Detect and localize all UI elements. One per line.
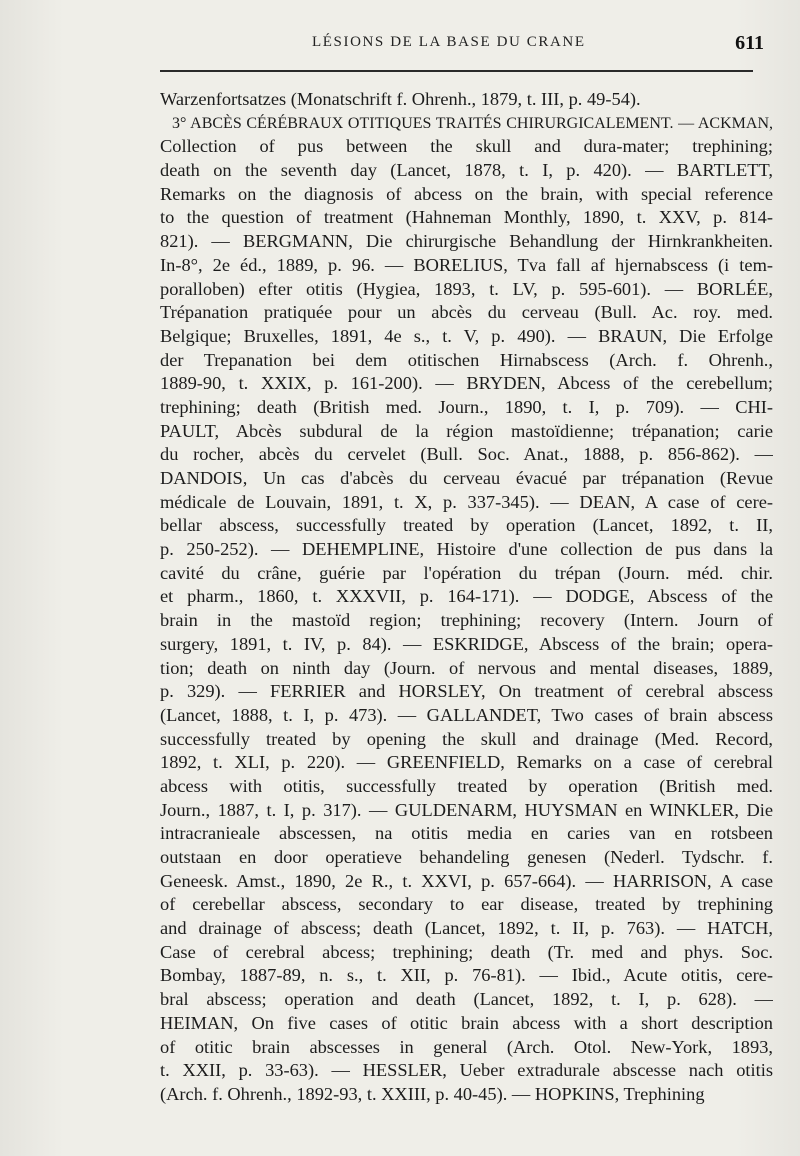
text-line: Belgique; Bruxelles, 1891, 4e s., t. V, p. 490). — BRAUN, Die Erfolge xyxy=(160,325,773,346)
text-line: Bombay, 1887-89, n. s., t. XII, p. 76-81). — Ibid., Acute otitis, cere- xyxy=(160,965,773,986)
text-line: HEIMAN, On five cases of otitic brain abcess with a short description xyxy=(160,1012,773,1033)
text-line: brain in the mastoïd region; trephining; recovery (Intern. Journ of xyxy=(160,610,773,631)
text-line: 821). — BERGMANN, Die chirurgische Behandlung der Hirnkrankheiten. xyxy=(160,231,773,252)
text-line: Collection of pus between the skull and dura-mater; trephining; xyxy=(160,136,773,157)
text-line: poralloben) efter otitis (Hygiea, 1893, t. LV, p. 595-601). — BORLÉE, xyxy=(160,278,773,299)
text-line: DANDOIS, Un cas d'abcès du cerveau évacué par trépanation (Revue xyxy=(160,468,773,488)
text-line: of cerebellar abscess, secondary to ear disease, treated by trephining xyxy=(160,894,773,915)
text-line: to the question of treatment (Hahneman Monthly, 1890, t. XXV, p. 814- xyxy=(160,207,773,228)
text-line: 1889-90, t. XXIX, p. 161-200). — BRYDEN, Abcess of the cerebellum; xyxy=(160,373,773,394)
text-line: Case of cerebral abcess; trephining; death (Tr. med and phys. Soc. xyxy=(160,941,773,962)
text-line: t. XXII, p. 33-63). — HESSLER, Ueber extradurale abscesse nach otitis xyxy=(160,1060,773,1081)
text-line: In-8°, 2e éd., 1889, p. 96. — BORELIUS, Tva fall af hjernabscess (i tem- xyxy=(160,254,773,275)
text-line: Warzenfortsatzes (Monatschrift f. Ohrenh., 1879, t. III, p. 49-54). xyxy=(160,89,641,109)
text-line: Geneesk. Amst., 1890, 2e R., t. XXVI, p. 657-664). — HARRISON, A case xyxy=(160,870,773,891)
text-line: successfully treated by opening the skull and drainage (Med. Record, xyxy=(160,728,773,749)
text-line: médicale de Louvain, 1891, t. X, p. 337-345). — DEAN, A case of cere- xyxy=(160,491,773,512)
text-line: p. 250-252). — DEHEMPLINE, Histoire d'une collection de pus dans la xyxy=(160,539,773,560)
text-line: and drainage of abscess; death (Lancet, 1892, t. II, p. 763). — HATCH, xyxy=(160,918,773,939)
text-line: (Lancet, 1888, t. I, p. 473). — GALLANDET, Two cases of brain abscess xyxy=(160,704,773,725)
text-line: 1892, t. XLI, p. 220). — GREENFIELD, Remarks on a case of cerebral xyxy=(160,752,773,773)
running-title: LÉSIONS DE LA BASE DU CRANE xyxy=(312,34,586,50)
text-line: abcess with otitis, successfully treated by operation (British med. xyxy=(160,775,773,796)
text-line: p. 329). — FERRIER and HORSLEY, On treatment of cerebral abscess xyxy=(160,681,773,702)
header-rule xyxy=(160,70,753,72)
text-line: 3° ABCÈS CÉRÉBRAUX OTITIQUES TRAITÉS CHIRURGICALEMENT. — ACKMAN, xyxy=(172,114,773,132)
text-line: outstaan en door operatieve behandeling genesen (Nederl. Tydschr. f. xyxy=(160,847,773,867)
page-number: 611 xyxy=(735,32,764,54)
text-line: cavité du crâne, guérie par l'opération du trépan (Journ. méd. chir. xyxy=(160,562,773,583)
text-line: der Trepanation bei dem otitischen Hirnabscess (Arch. f. Ohrenh., xyxy=(160,349,773,370)
bibliography-text xyxy=(160,88,773,1107)
text-line: du rocher, abcès du cervelet (Bull. Soc. Anat., 1888, p. 856-862). — xyxy=(160,444,773,465)
text-line: bellar abscess, successfully treated by operation (Lancet, 1892, t. II, xyxy=(160,515,773,536)
text-line: tion; death on ninth day (Journ. of nervous and mental diseases, 1889, xyxy=(160,657,773,678)
text-line: PAULT, Abcès subdural de la région mastoïdienne; trépanation; carie xyxy=(160,420,773,441)
text-line: trephining; death (British med. Journ., 1890, t. I, p. 709). — CHI- xyxy=(160,396,773,417)
text-line: bral abscess; operation and death (Lancet, 1892, t. I, p. 628). — xyxy=(160,989,773,1010)
text-line: Trépanation pratiquée pour un abcès du cerveau (Bull. Ac. roy. med. xyxy=(160,302,773,323)
text-line: Remarks on the diagnosis of abcess on the brain, with special reference xyxy=(160,183,773,204)
text-line: intracranieale abscessen, na otitis media en caries van en rotsbeen xyxy=(160,823,773,844)
text-line: death on the seventh day (Lancet, 1878, t. I, p. 420). — BARTLETT, xyxy=(160,160,773,181)
text-line: Journ., 1887, t. I, p. 317). — GULDENARM, HUYSMAN en WINKLER, Die xyxy=(160,799,773,820)
text-line: surgery, 1891, t. IV, p. 84). — ESKRIDGE, Abscess of the brain; opera- xyxy=(160,633,773,654)
text-line: of otitic brain abscesses in general (Arch. Otol. New-York, 1893, xyxy=(160,1036,773,1057)
running-head xyxy=(160,30,780,60)
text-line: (Arch. f. Ohrenh., 1892-93, t. XXIII, p. 40-45). — HOPKINS, Trephining xyxy=(160,1083,705,1104)
text-line: et pharm., 1860, t. XXXVII, p. 164-171). — DODGE, Abscess of the xyxy=(160,586,773,607)
